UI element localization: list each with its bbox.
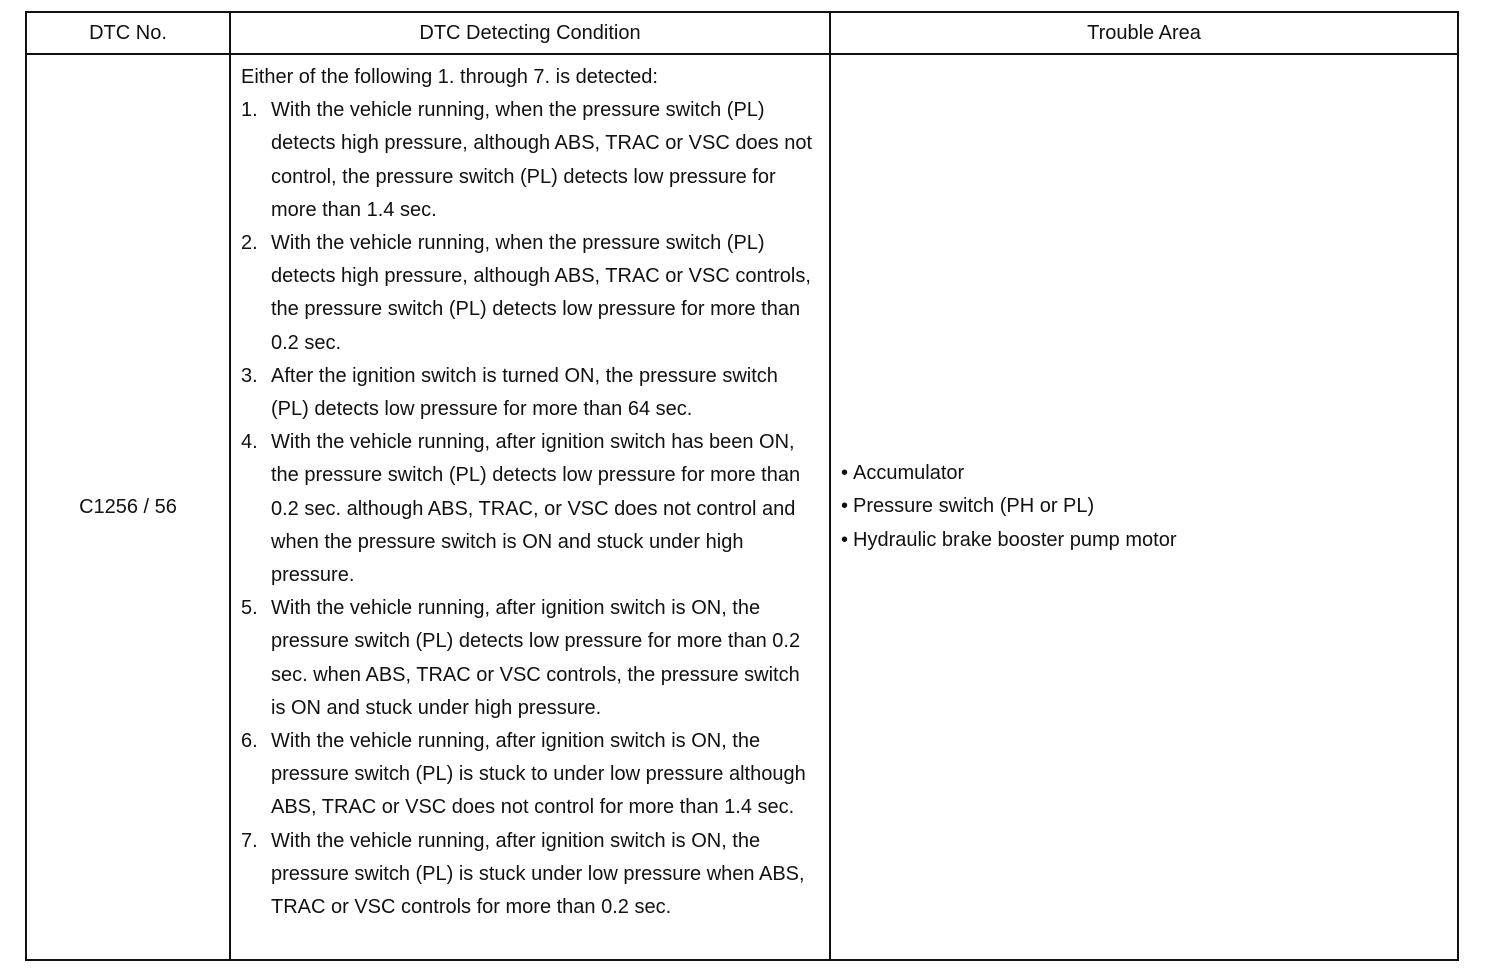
trouble-area-cell [830,54,1458,960]
dtc-code: C1256 / 56 [79,495,177,518]
bullet-icon: • [841,495,849,518]
table-row [26,54,1458,960]
condition-number: 1. [241,99,258,122]
trouble-area-list [841,457,1457,557]
condition-text: After the ignition switch is turned ON, the pressure switch (PL) detects low pressure for more than 64 sec. [271,364,778,421]
trouble-area-text: Pressure switch (PH or PL) [853,495,1095,518]
header-row [26,12,1458,54]
condition-text: With the vehicle running, after ignition switch has been ON, the pressure switch (PL) detects low pressure for more than 0.2 sec. although ABS, TRAC, or VSC does not control and when the pressure switch is ON and stuck under high pressure. [271,431,801,587]
trouble-area-item [841,490,1457,523]
bullet-icon: • [841,462,849,485]
condition-text: With the vehicle running, after ignition switch is ON, the pressure switch (PL) detects low pressure for more than 0.2 sec. when ABS, TRAC or VSC controls, the pressure switch is ON and stuck under high pressure. [271,597,801,719]
bullet-icon: • [841,528,849,551]
condition-item [241,227,815,360]
header-trouble-area: Trouble Area [830,12,1458,54]
condition-number: 5. [241,597,258,620]
condition-text: With the vehicle running, after ignition switch is ON, the pressure switch (PL) is stuck under low pressure when ABS, TRAC or VSC controls for more than 0.2 sec. [271,829,805,919]
header-dtc-no: DTC No. [26,12,230,54]
condition-item [241,426,815,592]
condition-item [241,94,815,227]
condition-number: 6. [241,730,258,753]
condition-item [241,360,815,426]
header-detecting-condition: DTC Detecting Condition [230,12,830,54]
condition-item [241,825,815,925]
trouble-area-text: Hydraulic brake booster pump motor [853,528,1177,551]
condition-number: 3. [241,364,258,387]
dtc-code-cell [26,54,230,960]
condition-text: With the vehicle running, after ignition switch is ON, the pressure switch (PL) is stuck to under low pressure although ABS, TRAC or VSC does not control for more than 1.4 sec. [271,730,806,819]
condition-text: With the vehicle running, when the pressure switch (PL) detects high pressure, although ABS, TRAC or VSC does not control, the pressure switch (PL) detects low pressure for more than 1.4 sec. [271,99,813,221]
condition-number: 7. [241,829,258,852]
trouble-area-text: Accumulator [853,462,965,485]
trouble-area-item [841,524,1457,557]
condition-item [241,725,815,825]
trouble-area-item [841,457,1457,490]
condition-text: With the vehicle running, when the pressure switch (PL) detects high pressure, although ABS, TRAC or VSC controls, the pressure switch (PL) detects low pressure for more than 0.2 sec. [271,232,811,354]
condition-list [241,94,815,924]
dtc-table [25,11,1459,961]
condition-intro: Either of the following 1. through 7. is detected: [241,66,658,88]
condition-number: 4. [241,431,258,454]
condition-number: 2. [241,232,258,255]
condition-item [241,592,815,725]
condition-cell [230,54,830,960]
